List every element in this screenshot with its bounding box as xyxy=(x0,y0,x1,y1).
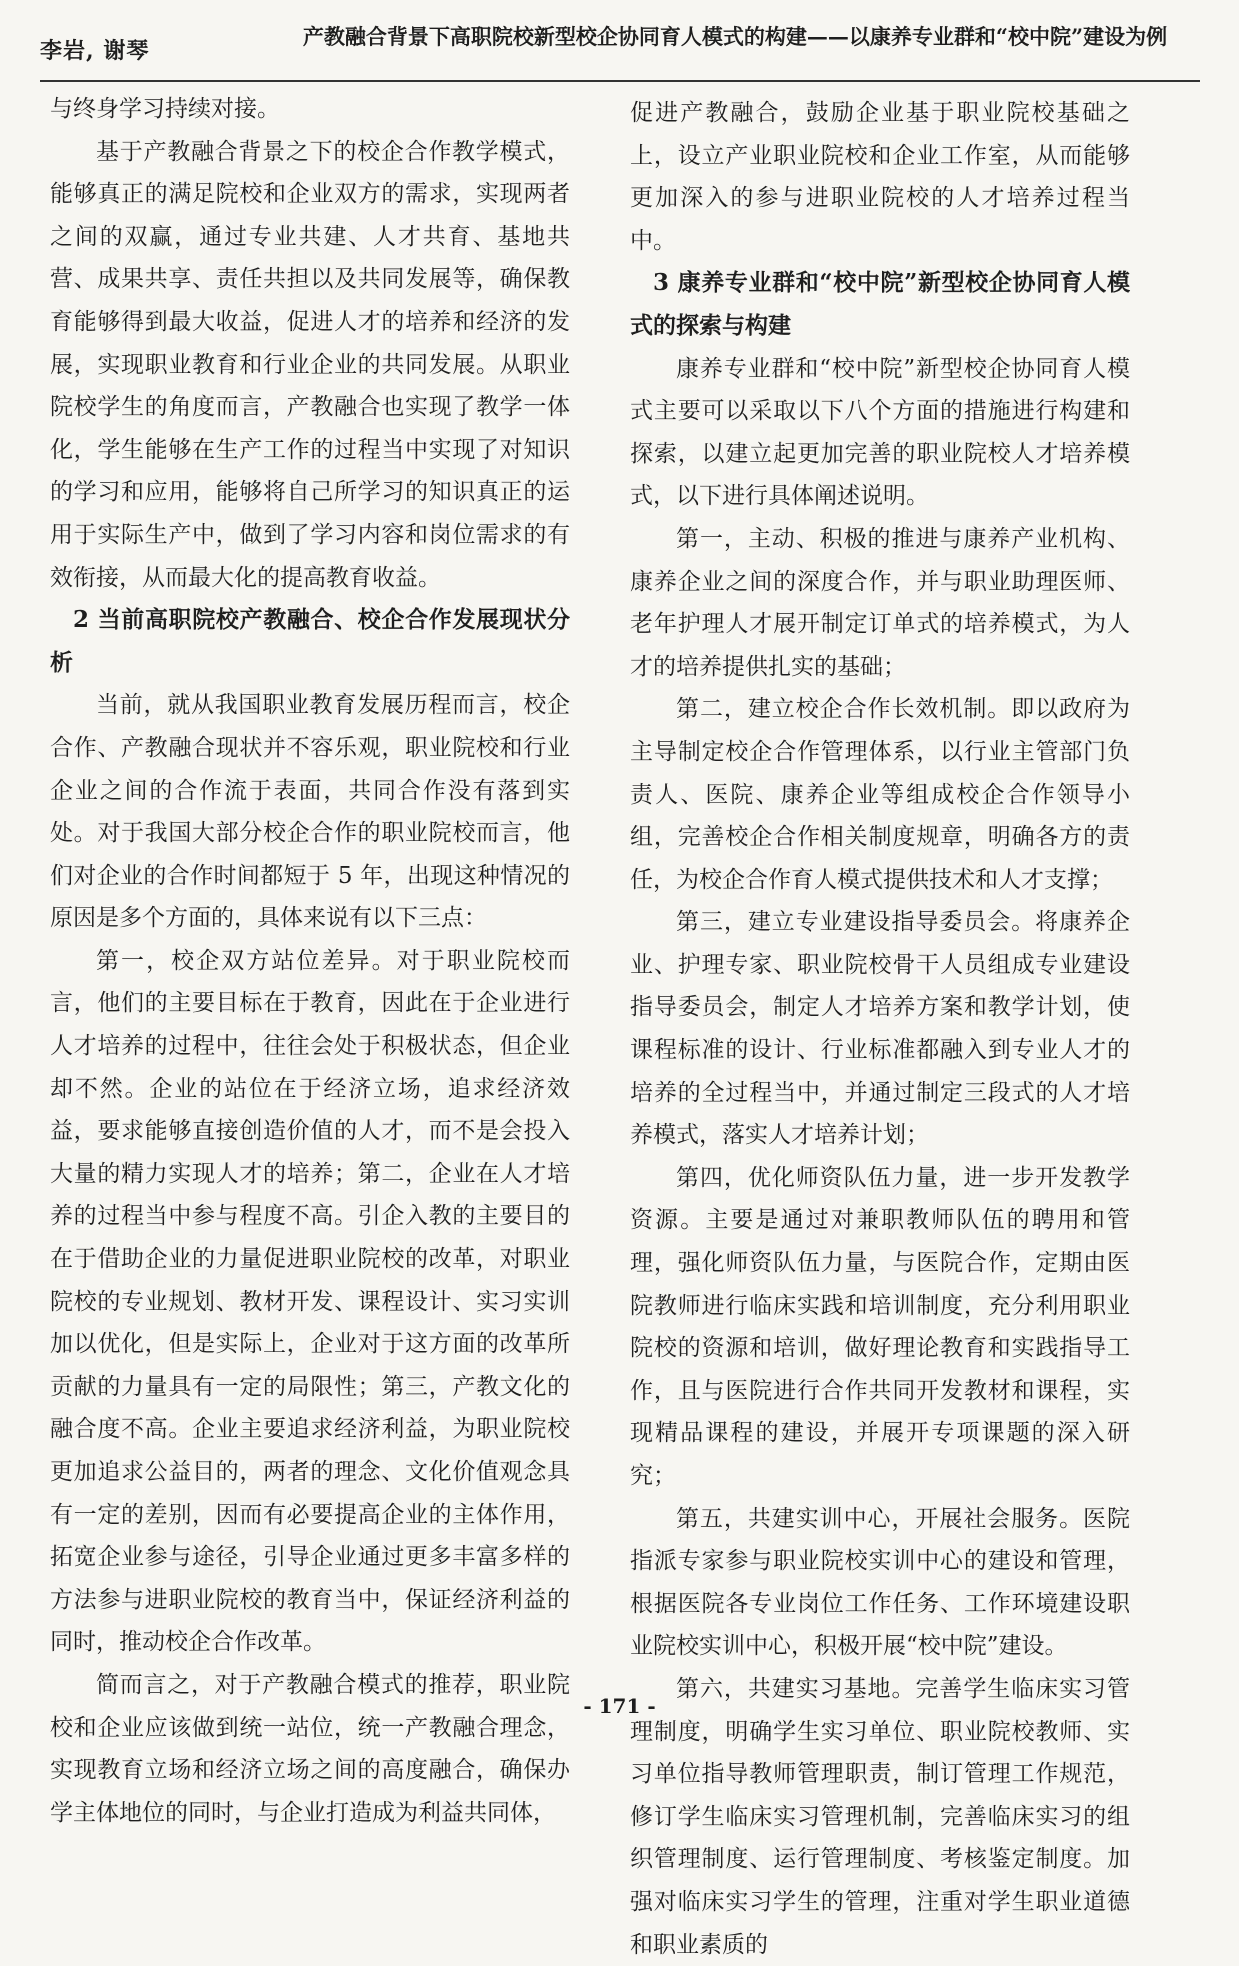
right-paragraph-7: 第五，共建实训中心，开展社会服务。医院指派专家参与职业院校实训中心的建设和管理，根据医院各专业岗位工作任务、工作环境建设职业院校实训中心，积极开展“校中院”建设。 xyxy=(630,1505,1130,1660)
page-number: - 171 - xyxy=(583,1694,656,1718)
left-paragraph-5: 简而言之，对于产教融合模式的推荐，职业院校和企业应该做到统一站位，统一产教融合理念，实现教育立场和经济立场之间的高度融合，确保办学主体地位的同时，与企业打造成为利益共同体， xyxy=(50,1671,570,1826)
section-3-heading: 3 康养专业群和“校中院”新型校企协同育人模式的探索与构建 xyxy=(630,269,1130,339)
right-paragraph-2: 康养专业群和“校中院”新型校企协同育人模式主要可以采取以下八个方面的措施进行构建和探索，以建立起更加完善的职业院校人才培养模式，以下进行具体阐述说明。 xyxy=(630,355,1130,510)
page-header xyxy=(40,12,1200,84)
header-running-title: 产教融合背景下高职院校新型校企协同育人模式的构建——以康养专业群和“校中院”建设为例 xyxy=(302,24,1168,49)
left-paragraph-3: 当前，就从我国职业教育发展历程而言，校企合作、产教融合现状并不容乐观，职业院校和行业企业之间的合作流于表面，共同合作没有落到实处。对于我国大部分校企合作的职业院校而言，他们对企业的合作时间都短于 5 年，出现这种情况的原因是多个方面的，具体来说有以下三点： xyxy=(50,692,570,932)
left-paragraph-1: 与终身学习持续对接。 xyxy=(50,96,280,122)
header-authors: 李岩, 谢琴 xyxy=(40,38,150,64)
section-2-heading: 2 当前高职院校产教融合、校企合作发展现状分析 xyxy=(50,606,570,676)
right-paragraph-5: 第三，建立专业建设指导委员会。将康养企业、护理专家、职业院校骨干人员组成专业建设指导委员会，制定人才培养方案和教学计划，使课程标准的设计、行业标准都融入到专业人才的培养的全过程当中，并通过制定三段式的人才培养模式，落实人才培养计划； xyxy=(630,909,1130,1149)
right-paragraph-1: 促进产教融合，鼓励企业基于职业院校基础之上，设立产业职业院校和企业工作室，从而能够更加深入的参与进职业院校的人才培养过程当中。 xyxy=(630,100,1130,254)
header-rule xyxy=(40,80,1200,82)
right-paragraph-8: 第六，共建实习基地。完善学生临床实习管理制度，明确学生实习单位、职业院校教师、实习单位指导教师管理职责，制订管理工作规范，修订学生临床实习管理机制，完善临床实习的组织管理制度、运行管理制度、考核鉴定制度。加强对临床实习学生的管理，注重对学生职业道德和职业素质的 xyxy=(630,1675,1130,1958)
right-paragraph-3: 第一，主动、积极的推进与康养产业机构、康养企业之间的深度合作，并与职业助理医师、老年护理人才展开制定订单式的培养模式，为人才的培养提供扎实的基础； xyxy=(630,525,1130,680)
right-paragraph-4: 第二，建立校企合作长效机制。即以政府为主导制定校企合作管理体系，以行业主管部门负责人、医院、康养企业等组成校企合作领导小组，完善校企合作相关制度规章，明确各方的责任，为校企合作育人模式提供技术和人才支撑； xyxy=(630,696,1130,893)
right-column xyxy=(630,92,1130,1966)
right-paragraph-6: 第四，优化师资队伍力量，进一步开发教学资源。主要是通过对兼职教师队伍的聘用和管理，强化师资队伍力量，与医院合作，定期由医院教师进行临床实践和培训制度，充分利用职业院校的资源和培训，做好理论教育和实践指导工作，且与医院进行合作共同开发教材和课程，实现精品课程的建设，并展开专项课题的深入研究； xyxy=(630,1164,1130,1489)
left-column xyxy=(50,88,570,1834)
left-paragraph-2: 基于产教融合背景之下的校企合作教学模式，能够真正的满足院校和企业双方的需求，实现两者之间的双赢，通过专业共建、人才共育、基地共营、成果共享、责任共担以及共同发展等，确保教育能够得到最大收益，促进人才的培养和经济的发展，实现职业教育和行业企业的共同发展。从职业院校学生的角度而言，产教融合也实现了教学一体化，学生能够在生产工作的过程当中实现了对知识的学习和应用，能够将自己所学习的知识真正的运用于实际生产中，做到了学习内容和岗位需求的有效衔接，从而最大化的提高教育收益。 xyxy=(50,138,570,591)
left-paragraph-4: 第一，校企双方站位差异。对于职业院校而言，他们的主要目标在于教育，因此在于企业进行人才培养的过程中，往往会处于积极状态，但企业却不然。企业的站位在于经济立场，追求经济效益，要求能够直接创造价值的人才，而不是会投入大量的精力实现人才的培养；第二，企业在人才培养的过程当中参与程度不高。引企入教的主要目的在于借助企业的力量促进职业院校的改革，对职业院校的专业规划、教材开发、课程设计、实习实训加以优化，但是实际上，企业对于这方面的改革所贡献的力量具有一定的局限性；第三，产教文化的融合度不高。企业主要追求经济利益，为职业院校更加追求公益目的，两者的理念、文化价值观念具有一定的差别，因而有必要提高企业的主体作用，拓宽企业参与途径，引导企业通过更多丰富多样的方法参与进职业院校的教育当中，保证经济利益的同时，推动校企合作改革。 xyxy=(50,947,570,1656)
